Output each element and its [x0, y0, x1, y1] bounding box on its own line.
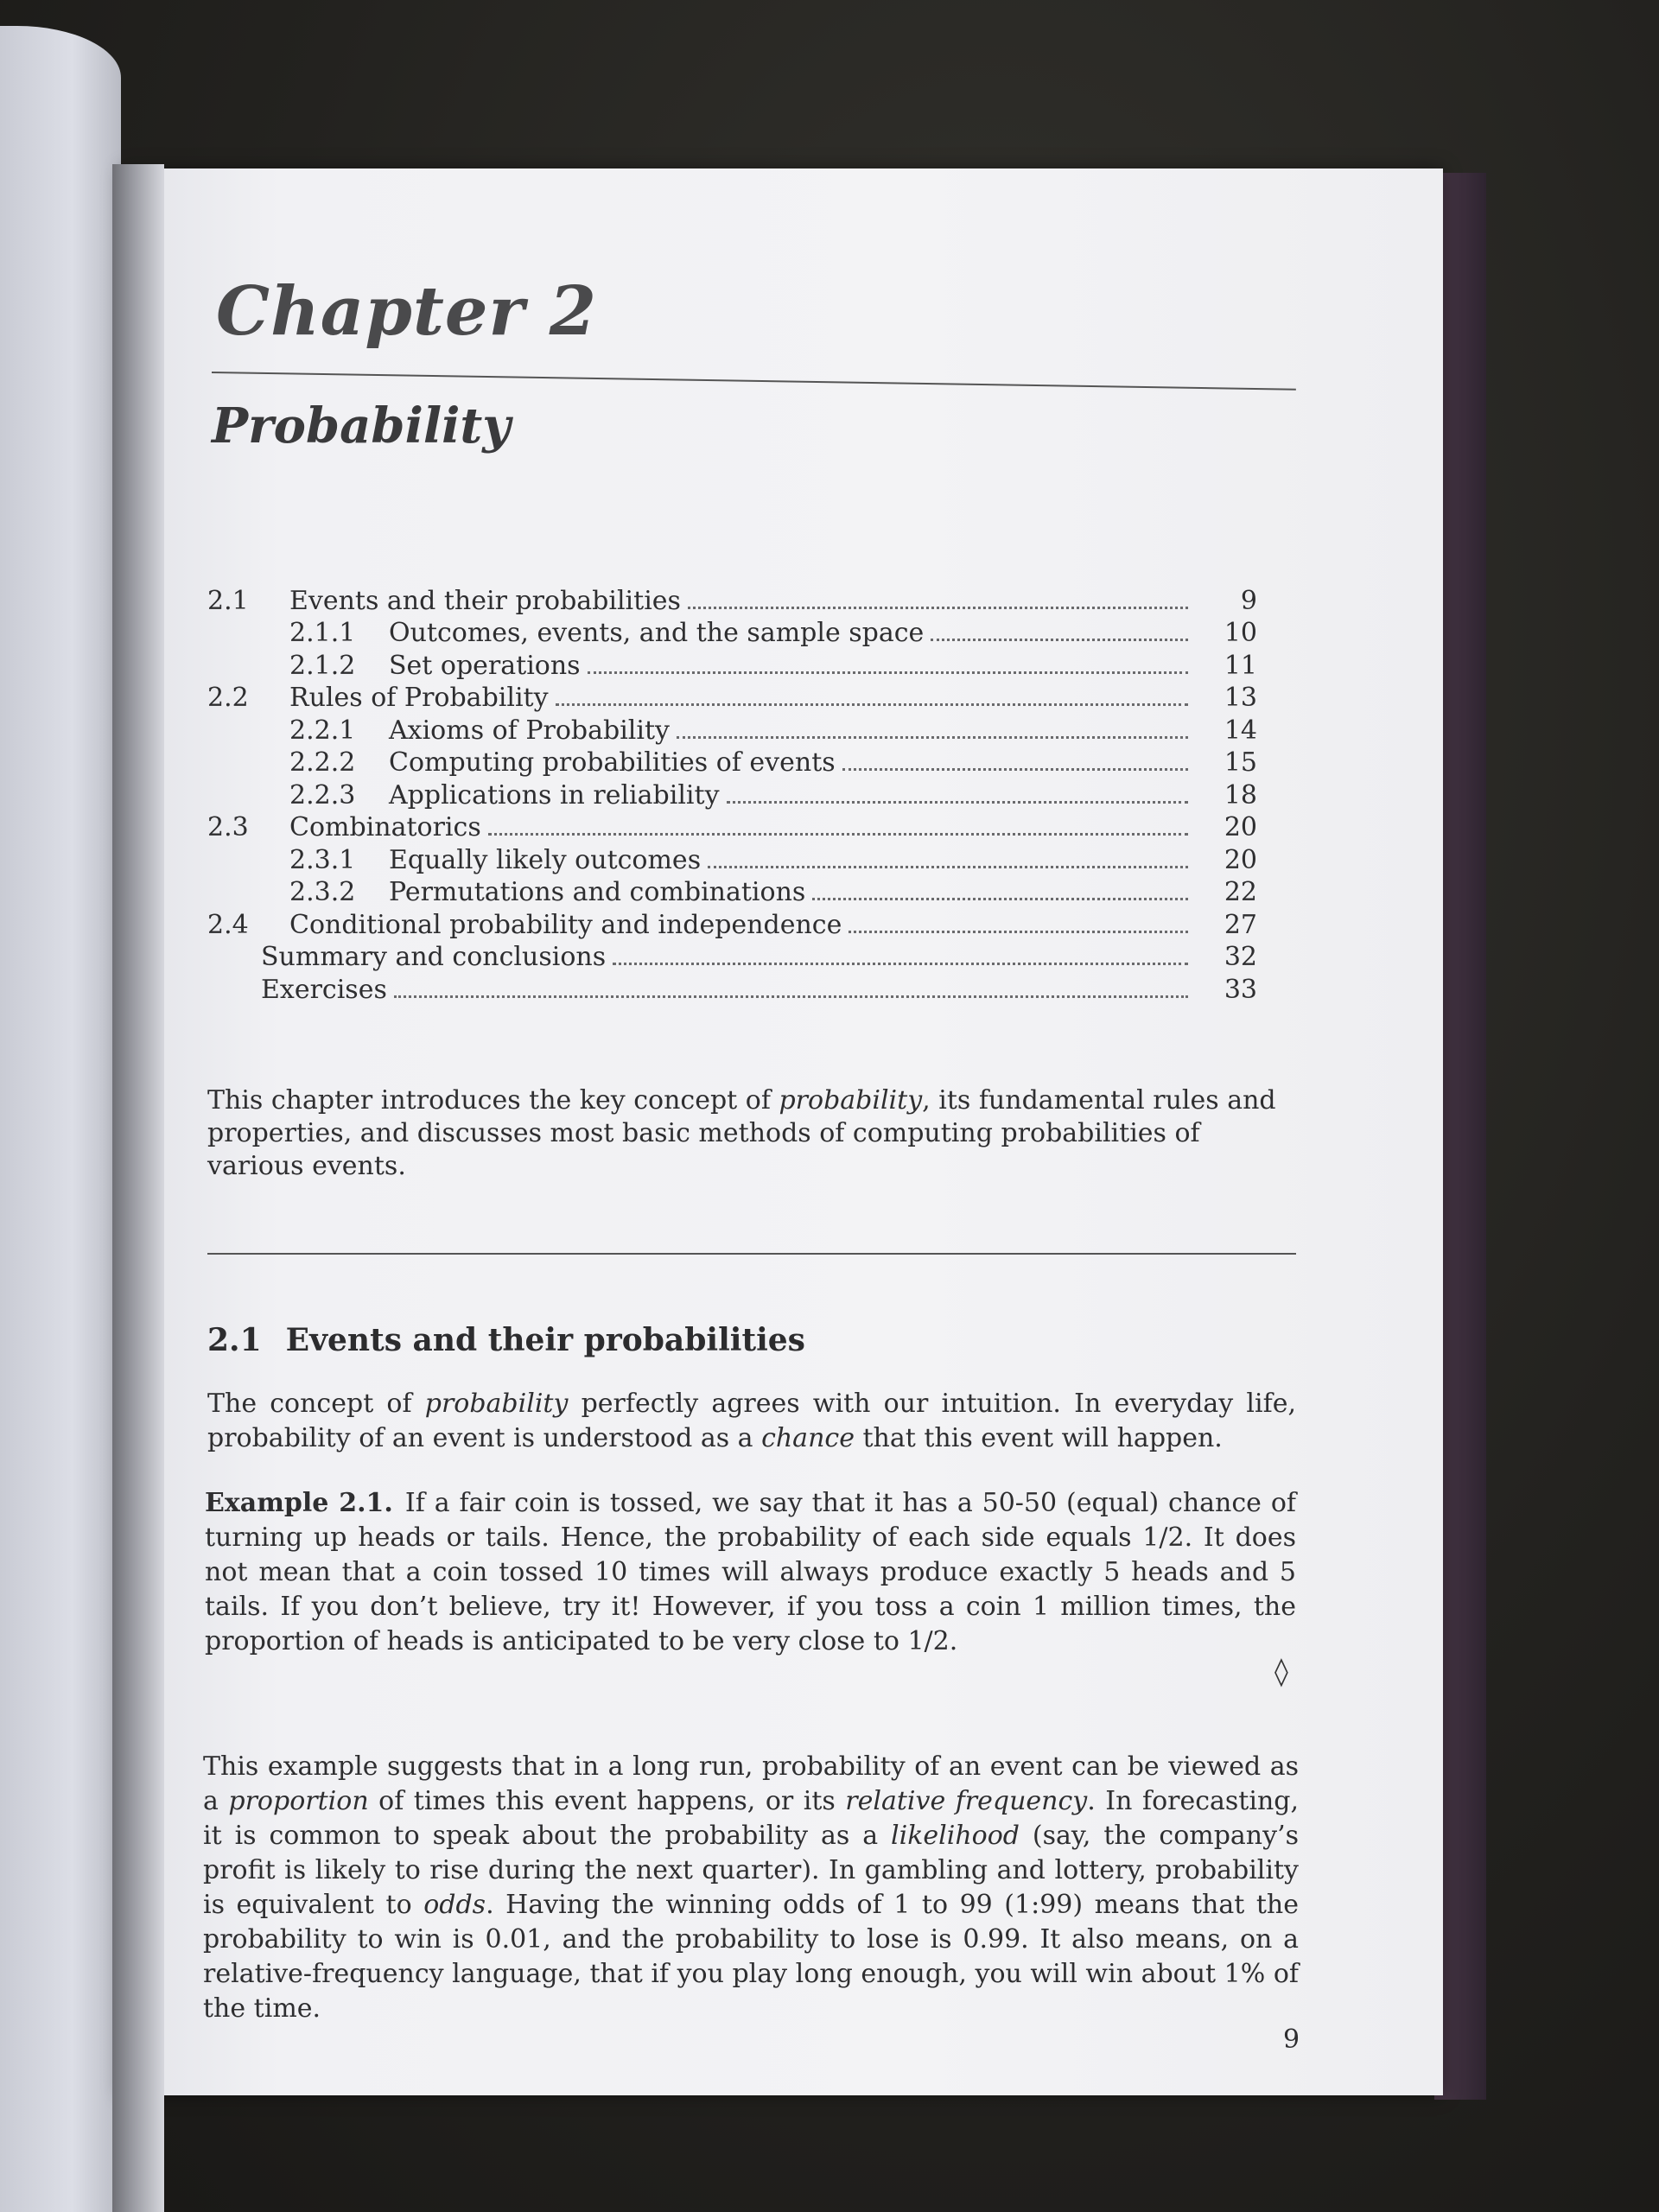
toc-page-number: 32 [1224, 942, 1257, 972]
paragraph-intro: The concept of probability perfectly agrees with our intuition. In everyday life, probability of an event is understood as a chance that this event will happen. [207, 1389, 1296, 1453]
toc-number: 2.3 [207, 812, 249, 842]
toc-entry [207, 940, 1257, 973]
toc-number: 2.1 [207, 585, 249, 616]
toc-entry [207, 907, 1257, 940]
toc-leader-dots [556, 703, 1188, 706]
toc-entry [207, 648, 1257, 681]
section-divider [207, 1253, 1296, 1255]
toc-title: Summary and conclusions [261, 942, 607, 972]
toc-number: 2.4 [207, 909, 249, 940]
toc-entry [207, 616, 1257, 649]
toc-page-number: 9 [1240, 585, 1257, 616]
toc-page-number: 13 [1224, 683, 1257, 713]
toc-entry [207, 972, 1257, 1005]
toc-leader-dots [394, 995, 1188, 998]
toc-page-number: 20 [1224, 812, 1257, 842]
toc-entry [207, 810, 1257, 843]
section-title: Events and their probabilities [285, 1322, 805, 1358]
toc-number: 2.1.1 [289, 618, 356, 648]
left-page-edge [0, 26, 121, 2212]
toc-number: 2.2.1 [289, 715, 356, 746]
toc-title: Axioms of Probability [389, 715, 670, 746]
toc-title: Permutations and combinations [389, 877, 806, 907]
chapter-intro: This chapter introduces the key concept of probability, its fundamental rules and properties, and discusses most basic methods of computing probabilities of various events. [207, 1085, 1276, 1181]
toc-page-number: 10 [1224, 618, 1257, 648]
toc-leader-dots [613, 963, 1188, 965]
toc-leader-dots [842, 768, 1188, 771]
toc-number: 2.2.2 [289, 747, 356, 778]
toc-entry [207, 681, 1257, 714]
toc-entry [207, 746, 1257, 779]
toc-page-number: 15 [1224, 747, 1257, 778]
toc-page-number: 22 [1224, 877, 1257, 907]
toc-leader-dots [588, 671, 1188, 674]
toc-leader-dots [708, 866, 1188, 868]
toc-number: 2.3.1 [289, 844, 356, 875]
section-number: 2.1 [207, 1322, 262, 1358]
toc-entry [207, 583, 1257, 616]
example-block [205, 1486, 1296, 1659]
chapter-label: Chapter 2 [216, 272, 598, 351]
toc-number: 2.1.2 [289, 650, 356, 681]
page-number: 9 [1283, 2024, 1300, 2055]
paragraph-frequency: This example suggests that in a long run, probability of an event can be viewed as a proportion of times this event happens, or its relative frequency. In forecasting, it is common to speak about the probability as a likelihood (say, the company’s profit is likely to rise during the next quarter). In gambling and lottery, probability is equivalent to odds. Having the winning odds of 1 to 99 (1:99) means that the probability to win is 0.01, and the probability to lose is 0.99. It also means, on a relative-frequency language, that if you play long enough, you will win about 1% of the time. [203, 1751, 1300, 2024]
toc-entry [207, 713, 1257, 746]
end-of-example-icon: ◊ [1274, 1655, 1288, 1688]
toc-title: Combinatorics [289, 812, 481, 842]
toc-leader-dots [812, 898, 1188, 900]
toc-leader-dots [931, 639, 1188, 641]
toc-number: 2.2.3 [289, 779, 356, 810]
toc-page-number: 33 [1224, 974, 1257, 1005]
toc-title: Conditional probability and independence [289, 909, 842, 940]
toc-title: Outcomes, events, and the sample space [389, 618, 925, 648]
page-gutter-shadow [112, 164, 164, 2212]
toc-entry [207, 875, 1257, 908]
book-page [121, 168, 1443, 2095]
toc-leader-dots [849, 931, 1188, 933]
toc-title: Applications in reliability [389, 779, 720, 810]
section-heading [207, 1322, 805, 1358]
toc-page-number: 27 [1224, 909, 1257, 940]
toc-page-number: 11 [1224, 650, 1257, 681]
example-text: If a fair coin is tossed, we say that it has a 50-50 (equal) chance of turning up heads or tails. Hence, the probability of each side equals 1/2. It does not mean that a coin tossed 10 times will always produce exactly 5 heads and 5 tails. If you don’t believe, try it! However, if you toss a coin 1 million times, the proportion of heads is anticipated to be very close to 1/2. [205, 1488, 1296, 1656]
toc-page-number: 18 [1224, 779, 1257, 810]
toc-number: 2.3.2 [289, 877, 356, 907]
toc-number: 2.2 [207, 683, 249, 713]
toc-title: Equally likely outcomes [389, 844, 702, 875]
toc-leader-dots [688, 607, 1188, 609]
toc-page-number: 14 [1224, 715, 1257, 746]
example-label: Example 2.1. [205, 1488, 393, 1518]
toc-leader-dots [488, 833, 1188, 836]
toc-entry [207, 778, 1257, 810]
toc-page-number: 20 [1224, 844, 1257, 875]
chapter-title: Probability [212, 397, 511, 454]
table-of-contents [207, 583, 1257, 1005]
chapter-rule [212, 372, 1296, 391]
toc-title: Exercises [261, 974, 387, 1005]
toc-leader-dots [677, 736, 1188, 739]
toc-title: Rules of Probability [289, 683, 549, 713]
toc-title: Set operations [389, 650, 581, 681]
toc-leader-dots [727, 801, 1188, 804]
toc-title: Events and their probabilities [289, 585, 681, 616]
toc-title: Computing probabilities of events [389, 747, 836, 778]
toc-entry [207, 842, 1257, 875]
